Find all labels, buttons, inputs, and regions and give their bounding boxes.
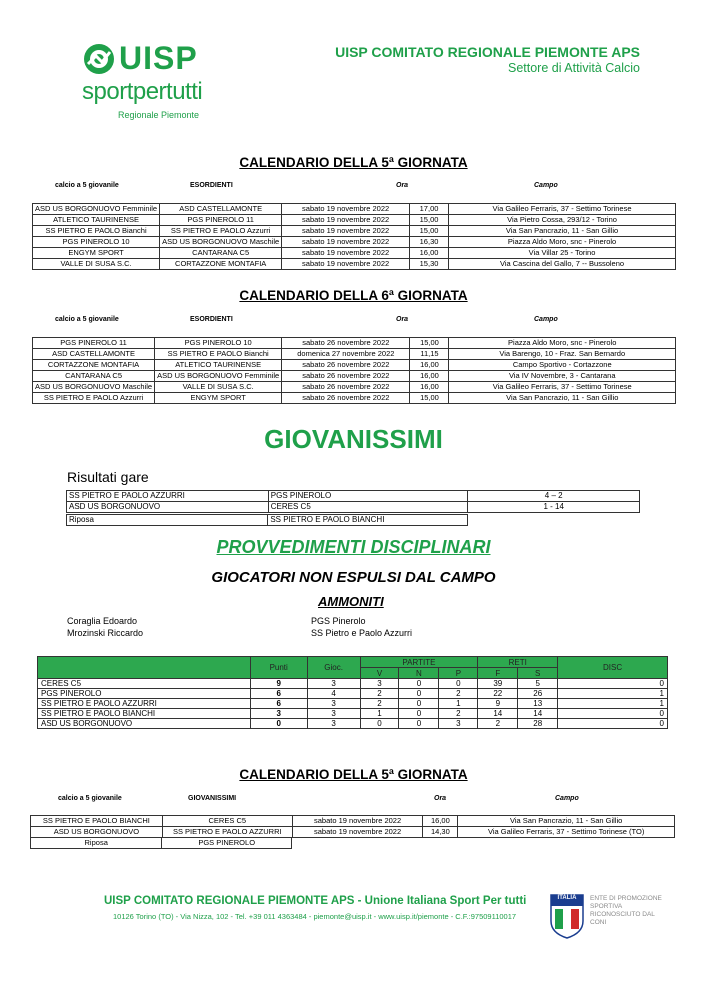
esordienti-cal6-table (32, 337, 676, 404)
away-team-cell: CORTAZZONE MONTAFIA (160, 259, 282, 270)
match-row (33, 393, 676, 404)
away-team-cell: PGS PINEROLO 10 (155, 338, 282, 349)
match-row (33, 226, 676, 237)
esordienti-cal6-title: CALENDARIO DELLA 6ª GIORNATA (239, 288, 468, 303)
away-team-cell: CERES C5 (162, 816, 292, 827)
match-row (33, 248, 676, 259)
player-team: PGS Pinerolo (311, 616, 366, 626)
time-cell: 16,00 (410, 371, 449, 382)
time-cell: 16,00 (410, 248, 449, 259)
team-cell: SS PIETRO E PAOLO AZZURRI (38, 699, 251, 709)
home-team-cell: ENGYM SPORT (33, 248, 160, 259)
time-cell: 16,00 (410, 360, 449, 371)
date-cell: sabato 19 novembre 2022 (292, 816, 423, 827)
match-row (33, 371, 676, 382)
points-cell: 9 (250, 679, 307, 689)
goals-against-cell: 28 (518, 719, 558, 729)
lost-cell: 1 (439, 699, 478, 709)
lost-cell: 2 (439, 689, 478, 699)
drawn-cell: 0 (399, 679, 439, 689)
away-team-cell: ASD US BORGONUOVO Femminile (155, 371, 282, 382)
away-team-cell: ASD US BORGONUOVO Maschile (160, 237, 282, 248)
goals-against-cell: 14 (518, 709, 558, 719)
goals-against-cell: 13 (518, 699, 558, 709)
match-row (33, 215, 676, 226)
goals-against-cell: 26 (518, 689, 558, 699)
time-cell: 15,00 (410, 215, 449, 226)
home-team-cell: ASD US BORGONUOVO (31, 827, 163, 838)
logo-region: Regionale Piemonte (118, 110, 200, 120)
uisp-logo-icon (82, 42, 116, 76)
home-team-cell: ATLETICO TAURINENSE (33, 215, 160, 226)
goals-for-cell: 22 (478, 689, 518, 699)
won-cell: 1 (360, 709, 399, 719)
field-cell: Via Galileo Ferraris, 37 - Settimo Torinese (449, 204, 676, 215)
field-cell: Via Galileo Ferraris, 37 - Settimo Torinese (TO) (458, 827, 675, 838)
score-cell: 4 – 2 (468, 491, 640, 502)
result-row (67, 491, 640, 502)
disc-cell: 0 (558, 719, 668, 729)
lost-cell: 3 (439, 719, 478, 729)
played-cell: 3 (307, 719, 360, 729)
points-cell: 3 (250, 709, 307, 719)
goals-for-cell: 9 (478, 699, 518, 709)
uisp-logo (82, 40, 232, 122)
goals-for-cell: 39 (478, 679, 518, 689)
points-cell: 6 (250, 699, 307, 709)
played-cell: 3 (307, 699, 360, 709)
player-name: Coraglia Edoardo (67, 616, 138, 626)
standings-row (38, 689, 668, 699)
home-team-cell: SS PIETRO E PAOLO Azzurri (33, 393, 155, 404)
disc-cell: 0 (558, 679, 668, 689)
date-cell: sabato 19 novembre 2022 (282, 259, 410, 270)
col-points: Punti (250, 657, 307, 679)
home-team-cell: PGS PINEROLO 11 (33, 338, 155, 349)
date-cell: sabato 26 novembre 2022 (282, 360, 410, 371)
rest-label: Riposa (31, 838, 162, 849)
drawn-cell: 0 (399, 709, 439, 719)
match-row (33, 360, 676, 371)
won-cell: 2 (360, 699, 399, 709)
drawn-cell: 0 (399, 699, 439, 709)
esordienti-cal6-header (0, 316, 707, 326)
col-field: Campo (555, 795, 579, 802)
footer-address: 10126 Torino (TO) - Via Nizza, 102 - Tel. +39 011 4363484 - piemonte@uisp.it - www.uisp.it/piemonte - C.F.:97509110017 (113, 912, 517, 921)
col-team: GIOVANISSIMI (188, 795, 237, 802)
played-cell: 3 (307, 709, 360, 719)
player-team: SS Pietro e Paolo Azzurri (311, 628, 413, 638)
away-team-cell: ENGYM SPORT (155, 393, 282, 404)
col-category: calcio a 5 giovanile (55, 316, 119, 323)
org-subtitle: Settore di Attività Calcio (507, 61, 640, 75)
org-title: UISP COMITATO REGIONALE PIEMONTE APS (335, 44, 640, 60)
date-cell: sabato 26 novembre 2022 (282, 382, 410, 393)
drawn-cell: 0 (399, 689, 439, 699)
disc-cell: 1 (558, 699, 668, 709)
time-cell: 14,30 (423, 827, 458, 838)
col-f: F (478, 668, 518, 679)
goals-for-cell: 2 (478, 719, 518, 729)
rest-row (31, 838, 292, 849)
disc-cell: 0 (558, 709, 668, 719)
away-team-cell: PGS PINEROLO (268, 491, 468, 502)
score-cell: 1 - 14 (468, 502, 640, 513)
away-team-cell: SS PIETRO E PAOLO AZZURRI (162, 827, 292, 838)
field-cell: Via Cascina del Gallo, 7 -- Bussoleno (449, 259, 676, 270)
ammonito-row (67, 628, 567, 640)
giovanissimi-cal5-header (0, 795, 707, 805)
goals-against-cell: 5 (518, 679, 558, 689)
col-goals: RETI (478, 657, 558, 668)
home-team-cell: PGS PINEROLO 10 (33, 237, 160, 248)
rest-team: PGS PINEROLO (162, 838, 292, 849)
footer-title: UISP COMITATO REGIONALE PIEMONTE APS - Unione Italiana Sport Per tutti (104, 895, 527, 907)
disc-cell: 1 (558, 689, 668, 699)
col-category: calcio a 5 giovanile (55, 182, 119, 189)
esordienti-cal5-header (0, 182, 707, 192)
field-cell: Campo Sportivo - Cortazzone (449, 360, 676, 371)
team-cell: SS PIETRO E PAOLO BIANCHI (38, 709, 251, 719)
col-time: Ora (434, 795, 447, 802)
col-team: ESORDIENTI (190, 182, 233, 189)
match-row (33, 382, 676, 393)
results-title: Risultati gare (67, 469, 149, 485)
goals-for-cell: 14 (478, 709, 518, 719)
ammoniti-title: AMMONITI (318, 594, 384, 609)
giovanissimi-cal5-title: CALENDARIO DELLA 5ª GIORNATA (239, 767, 468, 782)
time-cell: 16,00 (410, 382, 449, 393)
esordienti-cal5-table (32, 203, 676, 270)
away-team-cell: SS PIETRO E PAOLO Bianchi (155, 349, 282, 360)
won-cell: 3 (360, 679, 399, 689)
col-s: S (518, 668, 558, 679)
home-team-cell: ASD CASTELLAMONTE (33, 349, 155, 360)
home-team-cell: CORTAZZONE MONTAFIA (33, 360, 155, 371)
date-cell: sabato 19 novembre 2022 (282, 215, 410, 226)
away-team-cell: PGS PINEROLO 11 (160, 215, 282, 226)
standings-row (38, 679, 668, 689)
col-time: Ora (396, 182, 409, 189)
field-cell: Via Pietro Cossa, 293/12 - Torino (449, 215, 676, 226)
lost-cell: 0 (439, 679, 478, 689)
header-blank (38, 657, 251, 679)
col-p: P (439, 668, 478, 679)
field-cell: Via Barengo, 10 - Fraz. San Bernardo (449, 349, 676, 360)
ammoniti-list (67, 616, 567, 640)
lost-cell: 2 (439, 709, 478, 719)
match-row (33, 259, 676, 270)
standings-row (38, 699, 668, 709)
home-team-cell: SS PIETRO E PAOLO BIANCHI (31, 816, 163, 827)
standings-header-top (38, 657, 668, 668)
points-cell: 0 (250, 719, 307, 729)
field-cell: Piazza Aldo Moro, snc - Pinerolo (449, 237, 676, 248)
match-row (33, 204, 676, 215)
col-time: Ora (396, 316, 409, 323)
standings-table (37, 656, 668, 729)
field-cell: Via Villar 25 - Torino (449, 248, 676, 259)
standings-row (38, 709, 668, 719)
date-cell: sabato 19 novembre 2022 (282, 226, 410, 237)
logo-tagline: sportpertutti (82, 78, 203, 105)
date-cell: sabato 19 novembre 2022 (282, 248, 410, 259)
home-team-cell: CANTARANA C5 (33, 371, 155, 382)
won-cell: 0 (360, 719, 399, 729)
giovanissimi-cal5-table (30, 815, 675, 838)
field-cell: Via San Pancrazio, 11 - San Gillio (449, 226, 676, 237)
match-row (31, 816, 675, 827)
time-cell: 15,00 (410, 338, 449, 349)
home-team-cell: VALLE DI SUSA S.C. (33, 259, 160, 270)
field-cell: Via San Pancrazio, 11 - San Gillio (449, 393, 676, 404)
date-cell: sabato 26 novembre 2022 (282, 371, 410, 382)
time-cell: 16,30 (410, 237, 449, 248)
drawn-cell: 0 (399, 719, 439, 729)
date-cell: sabato 19 novembre 2022 (282, 237, 410, 248)
col-n: N (399, 668, 439, 679)
played-cell: 4 (307, 689, 360, 699)
italia-badge (549, 893, 585, 939)
away-team-cell: ASD CASTELLAMONTE (160, 204, 282, 215)
time-cell: 11,15 (410, 349, 449, 360)
match-row (33, 237, 676, 248)
time-cell: 15,30 (410, 259, 449, 270)
logo-text: UISP (119, 40, 198, 76)
player-name: Mrozinski Riccardo (67, 628, 144, 638)
field-cell: Via IV Novembre, 3 - Cantarana (449, 371, 676, 382)
time-cell: 17,00 (410, 204, 449, 215)
team-cell: PGS PINEROLO (38, 689, 251, 699)
match-row (31, 827, 675, 838)
disc-title: PROVVEDIMENTI DISCIPLINARI (216, 537, 491, 557)
date-cell: sabato 19 novembre 2022 (292, 827, 423, 838)
time-cell: 16,00 (423, 816, 458, 827)
col-v: V (360, 668, 399, 679)
giovanissimi-heading: GIOVANISSIMI (264, 424, 443, 454)
won-cell: 2 (360, 689, 399, 699)
col-played: Gioc. (307, 657, 360, 679)
rest-row (67, 515, 468, 526)
col-field: Campo (534, 316, 558, 323)
home-team-cell: SS PIETRO E PAOLO Bianchi (33, 226, 160, 237)
away-team-cell: ATLETICO TAURINENSE (155, 360, 282, 371)
field-cell: Via San Pancrazio, 11 - San Gillio (458, 816, 675, 827)
rest-team: SS PIETRO E PAOLO BIANCHI (268, 515, 468, 526)
date-cell: sabato 19 novembre 2022 (282, 204, 410, 215)
col-field: Campo (534, 182, 558, 189)
team-cell: CERES C5 (38, 679, 251, 689)
team-cell: ASD US BORGONUOVO (38, 719, 251, 729)
rest-label: Riposa (67, 515, 268, 526)
standings-row (38, 719, 668, 729)
result-row (67, 502, 640, 513)
esordienti-cal5-title: CALENDARIO DELLA 5ª GIORNATA (239, 155, 468, 170)
disc-subtitle: GIOCATORI NON ESPULSI DAL CAMPO (211, 569, 496, 586)
date-cell: sabato 26 novembre 2022 (282, 393, 410, 404)
col-matches: PARTITE (360, 657, 478, 668)
time-cell: 15,00 (410, 393, 449, 404)
match-row (33, 349, 676, 360)
date-cell: sabato 26 novembre 2022 (282, 338, 410, 349)
rest-table (66, 514, 468, 526)
played-cell: 3 (307, 679, 360, 689)
home-team-cell: ASD US BORGONUOVO Maschile (33, 382, 155, 393)
field-cell: Via Galileo Ferraris, 37 - Settimo Torinese (449, 382, 676, 393)
points-cell: 6 (250, 689, 307, 699)
match-row (33, 338, 676, 349)
ammonito-row (67, 616, 567, 628)
date-cell: domenica 27 novembre 2022 (282, 349, 410, 360)
field-cell: Piazza Aldo Moro, snc - Pinerolo (449, 338, 676, 349)
coni-text: ENTE DI PROMOZIONE SPORTIVA RICONOSCIUTO DAL CONI (590, 895, 662, 926)
col-team: ESORDIENTI (190, 316, 233, 323)
col-disc: DISC (558, 657, 668, 679)
results-table (66, 490, 640, 513)
home-team-cell: ASD US BORGONUOVO Femminile (33, 204, 160, 215)
italia-text: ITALIA (557, 895, 577, 901)
away-team-cell: VALLE DI SUSA S.C. (155, 382, 282, 393)
away-team-cell: CERES C5 (268, 502, 468, 513)
away-team-cell: SS PIETRO E PAOLO Azzurri (160, 226, 282, 237)
home-team-cell: ASD US BORGONUOVO (67, 502, 269, 513)
home-team-cell: SS PIETRO E PAOLO AZZURRI (67, 491, 269, 502)
time-cell: 15,00 (410, 226, 449, 237)
col-category: calcio a 5 giovanile (58, 795, 122, 802)
away-team-cell: CANTARANA C5 (160, 248, 282, 259)
giovanissimi-rest-table (30, 837, 292, 849)
